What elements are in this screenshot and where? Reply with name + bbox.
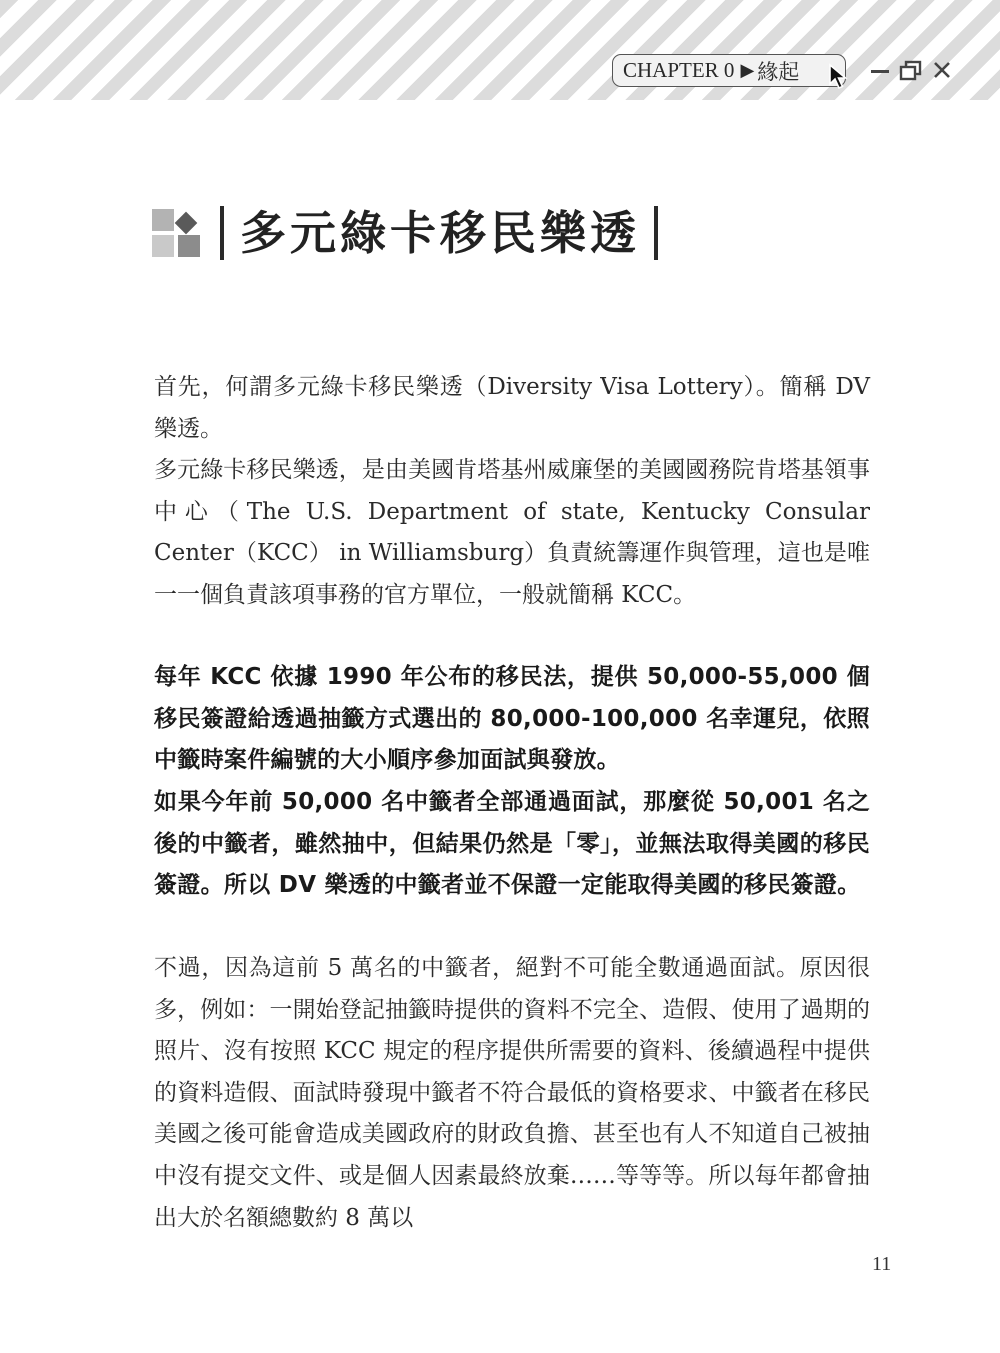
title-left-bar — [220, 206, 224, 260]
paragraph-zero: 如果今年前 50,000 名中籤者全部通過面試，那麼從 50,001 名之後的中籤者，雖然抽中，但結果仍然是「零」，並無法取得美國的移民簽證。所以 DV 樂透的中籤者並不保證一定能取得美國的移民簽證。 — [154, 789, 870, 899]
cursor-arrow-icon — [828, 63, 852, 91]
section-title: 多元綠卡移民樂透 — [240, 206, 640, 260]
paragraph-kcc: 多元綠卡移民樂透，是由美國肯塔基州威廉堡的美國國務院肯塔基領事中心（The U.S. Department of state, Kentucky Consular Center（KCC） in Williamsburg）負責統籌運作與管理，這也是唯一一個負責該項事務的官方單位，一般就簡稱 KCC。 — [154, 457, 870, 608]
chapter-tab[interactable] — [612, 54, 846, 87]
paragraph-quota: 每年 KCC 依據 1990 年公布的移民法，提供 50,000-55,000 個移民簽證給透過抽籤方式選出的 80,000-100,000 名幸運兒，依照中籤時案件編號的大小順序參加面試與發放。 — [154, 664, 870, 774]
close-icon[interactable] — [930, 58, 956, 84]
title-right-bar — [654, 206, 658, 260]
paragraph-intro: 首先，何謂多元綠卡移民樂透（Diversity Visa Lottery）。簡稱 DV 樂透。 — [154, 374, 870, 442]
paragraph-reasons: 不過，因為這前 5 萬名的中籤者，絕對不可能全數通過面試。原因很多，例如：一開始登記抽籤時提供的資料不完全、造假、使用了過期的照片、沒有按照 KCC 規定的程序提供所需要的資料、後續過程中提供的資料造假、面試時發現中籤者不符合最低的資格要求、中籤者在移民美國之後可能會造成美國政府的財政負擔、甚至也有人不知道自己被抽中沒有提交文件、或是個人因素最終放棄……等等等。所以每年都會抽出大於名額總數約 8 萬以 — [154, 955, 870, 1231]
chapter-label: CHAPTER 0 — [623, 58, 735, 82]
squares-diamond-icon — [152, 205, 208, 261]
minimize-icon[interactable] — [868, 58, 894, 84]
page-number: 11 — [872, 1253, 892, 1275]
play-arrow-icon: ▶ — [740, 60, 755, 80]
chapter-title: 緣起 — [757, 59, 800, 84]
section-heading — [152, 203, 658, 263]
restore-icon[interactable] — [898, 58, 924, 84]
